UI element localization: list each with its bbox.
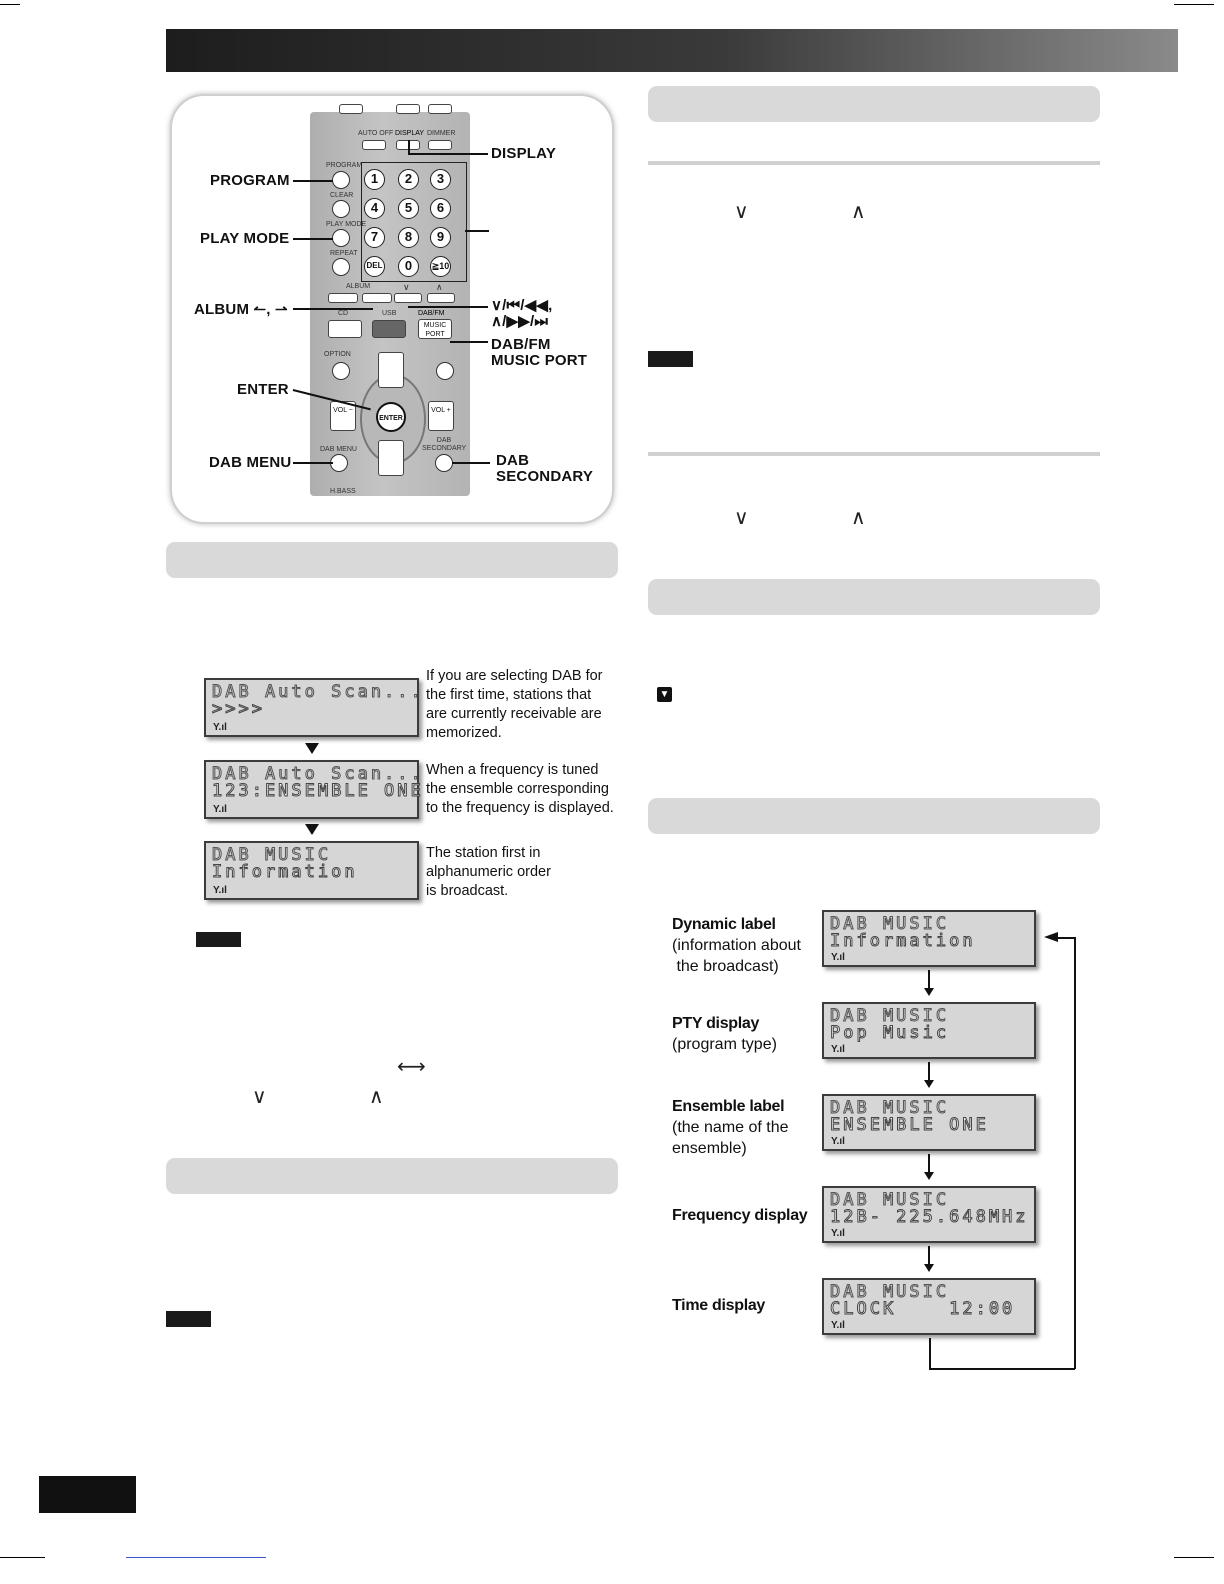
dabfm-callout-line2: MUSIC PORT bbox=[491, 352, 588, 369]
signal-icon: Y.ıl bbox=[831, 1044, 845, 1055]
up-chevron-icon: ∧ bbox=[851, 505, 866, 529]
dimmer-label: DIMMER bbox=[427, 130, 456, 137]
vol-minus-button[interactable]: VOL − bbox=[330, 401, 356, 431]
loop-arrow-icon bbox=[1044, 932, 1058, 942]
page-header-banner bbox=[166, 29, 1178, 72]
footer-link-line bbox=[126, 1557, 266, 1558]
del-button[interactable]: DEL bbox=[364, 256, 385, 277]
caption-line: are currently receivable are bbox=[426, 706, 602, 722]
dab-secondary-callout-line2: SECONDARY bbox=[496, 468, 594, 485]
usb-label: USB bbox=[382, 310, 397, 317]
lcd-display bbox=[822, 910, 1036, 967]
album-prev-button[interactable] bbox=[328, 293, 358, 303]
repeat-label: REPEAT bbox=[330, 250, 358, 257]
cycle-desc: (the name of the bbox=[672, 1119, 789, 1136]
up-chevron-icon: ∧ bbox=[369, 1084, 384, 1108]
caption-line: to the frequency is displayed. bbox=[426, 800, 614, 816]
number-button[interactable]: 2 bbox=[398, 169, 419, 190]
section-rule bbox=[648, 452, 1100, 456]
signal-icon: Y.ıl bbox=[831, 952, 845, 963]
number-button[interactable]: 0 bbox=[398, 256, 419, 277]
lcd-line1: DAB MUSIC bbox=[830, 1098, 950, 1118]
signal-icon: Y.ıl bbox=[213, 722, 227, 733]
cycle-title: Ensemble label bbox=[672, 1098, 785, 1115]
caption-line: The station first in bbox=[426, 845, 541, 861]
section-header-bar bbox=[648, 579, 1100, 615]
section-rule bbox=[648, 161, 1100, 165]
display-label: DISPLAY bbox=[395, 130, 425, 137]
down-mark: ∨ bbox=[403, 282, 410, 292]
skip-callout-line2: ∧/▶▶/⏭ bbox=[491, 313, 549, 330]
album-callout-text: ALBUM bbox=[194, 301, 250, 318]
loop-line bbox=[929, 1338, 931, 1369]
lcd-line1: DAB MUSIC bbox=[830, 1282, 950, 1302]
caption-line: the ensemble corresponding bbox=[426, 781, 609, 797]
page-number-block bbox=[39, 1476, 136, 1513]
lcd-display bbox=[822, 1094, 1036, 1151]
cd-label: CD bbox=[338, 310, 349, 317]
usb-button[interactable] bbox=[372, 320, 406, 338]
scan-caption-3 bbox=[426, 844, 551, 901]
lcd-line2: CLOCK 12:00 bbox=[830, 1299, 1016, 1319]
album-label: ALBUM bbox=[346, 283, 371, 290]
note-badge bbox=[648, 351, 693, 367]
cycle-desc: ensemble) bbox=[672, 1140, 747, 1157]
lcd-display bbox=[204, 760, 424, 819]
hbass-label: H.BASS bbox=[330, 488, 356, 495]
auto-off-label: AUTO OFF bbox=[358, 130, 394, 137]
play-mode-callout: PLAY MODE bbox=[200, 230, 290, 247]
enter-callout: ENTER bbox=[237, 381, 289, 398]
down-chevron-icon: ∨ bbox=[734, 199, 749, 223]
caption-line: If you are selecting DAB for bbox=[426, 668, 603, 684]
dab-menu-callout: DAB MENU bbox=[209, 454, 292, 471]
program-button[interactable] bbox=[332, 171, 350, 189]
lcd-display bbox=[822, 1278, 1036, 1335]
cycle-label-ensemble bbox=[672, 1096, 789, 1159]
lcd-display bbox=[204, 841, 419, 900]
number-button[interactable]: 4 bbox=[364, 198, 385, 219]
dab-menu-label: DAB MENU bbox=[320, 446, 357, 453]
flow-arrow bbox=[928, 1062, 930, 1086]
crop-mark bbox=[0, 4, 20, 5]
caption-line: is broadcast. bbox=[426, 883, 509, 899]
signal-icon: Y.ıl bbox=[831, 1320, 845, 1331]
caption-line: memorized. bbox=[426, 725, 502, 741]
album-callout: ALBUM ↼, ⇀ bbox=[194, 301, 288, 318]
leader-line bbox=[408, 153, 488, 155]
number-button[interactable]: 5 bbox=[398, 198, 419, 219]
scan-caption-1 bbox=[426, 667, 603, 743]
dpad-down-button[interactable] bbox=[378, 440, 404, 476]
cycle-label-pty bbox=[672, 1013, 777, 1055]
dimmer-button[interactable] bbox=[428, 140, 452, 150]
dab-secondary-label: DAB SECONDARY bbox=[422, 437, 467, 452]
option-label: OPTION bbox=[324, 351, 351, 358]
clear-label: CLEAR bbox=[330, 192, 354, 199]
cycle-desc: (information about bbox=[672, 937, 801, 954]
number-button[interactable]: 9 bbox=[430, 227, 451, 248]
cycle-title: Frequency display bbox=[672, 1207, 808, 1224]
ge10-button[interactable]: ≧10 bbox=[430, 256, 451, 277]
signal-icon: Y.ıl bbox=[831, 1228, 845, 1239]
leader-line bbox=[293, 238, 333, 240]
vol-plus-button[interactable]: VOL + bbox=[428, 401, 454, 431]
down-arrow-icon bbox=[305, 743, 319, 754]
lcd-line1: DAB MUSIC bbox=[830, 914, 950, 934]
lcd-line2: 123:ENSEMBLE ONE bbox=[212, 781, 424, 801]
down-box-icon: ▼ bbox=[657, 687, 672, 702]
option-play-button[interactable] bbox=[332, 362, 350, 380]
cycle-label-dynamic bbox=[672, 914, 801, 977]
leader-line bbox=[408, 306, 488, 308]
flow-arrow bbox=[928, 1246, 930, 1270]
lcd-line2: Information bbox=[212, 862, 358, 882]
remote-control bbox=[310, 112, 470, 496]
caption-line: the first time, stations that bbox=[426, 687, 592, 703]
up-mark: ∧ bbox=[436, 282, 443, 292]
clear-button[interactable] bbox=[332, 200, 350, 218]
lcd-line2: >>>> bbox=[212, 699, 265, 719]
leader-line bbox=[465, 230, 489, 232]
scan-caption-2 bbox=[426, 761, 614, 818]
number-button[interactable]: 7 bbox=[364, 227, 385, 248]
dpad-up-button[interactable] bbox=[378, 352, 404, 388]
display-callout: DISPLAY bbox=[491, 145, 557, 162]
remote-top-button[interactable] bbox=[339, 104, 363, 114]
leader-line bbox=[293, 180, 333, 182]
signal-icon: Y.ıl bbox=[213, 885, 227, 896]
skip-callout-line1: ∨/⏮/◀◀, bbox=[491, 297, 553, 314]
section-header-bar bbox=[648, 798, 1100, 834]
lcd-line2: 12B- 225.648MHz bbox=[830, 1207, 1029, 1227]
album-next-button[interactable] bbox=[362, 293, 392, 303]
lcd-line1: DAB Auto Scan... bbox=[212, 682, 424, 702]
dabfm-callout bbox=[491, 337, 587, 369]
lcd-display bbox=[822, 1002, 1036, 1059]
dabfm-label: DAB/FM bbox=[418, 310, 445, 317]
program-label: PROGRAM bbox=[326, 162, 363, 169]
play-mode-button[interactable] bbox=[332, 229, 350, 247]
lcd-line2: Pop Music bbox=[830, 1023, 950, 1043]
cycle-label-frequency bbox=[672, 1205, 807, 1226]
crop-mark bbox=[1174, 4, 1214, 5]
cycle-desc: (program type) bbox=[672, 1036, 777, 1053]
leader-line bbox=[293, 308, 373, 310]
number-button[interactable]: 1 bbox=[364, 169, 385, 190]
note-badge bbox=[166, 1311, 211, 1327]
note-badge bbox=[196, 932, 241, 947]
down-arrow-icon bbox=[305, 824, 319, 835]
lcd-display bbox=[204, 678, 424, 737]
signal-icon: Y.ıl bbox=[831, 1136, 845, 1147]
crop-mark bbox=[0, 1557, 45, 1558]
down-chevron-icon: ∨ bbox=[734, 505, 749, 529]
lcd-display bbox=[822, 1186, 1036, 1243]
number-button[interactable]: 8 bbox=[398, 227, 419, 248]
music-port-button[interactable]: MUSIC PORT bbox=[418, 319, 452, 339]
caption-line: alphanumeric order bbox=[426, 864, 551, 880]
lcd-line1: DAB MUSIC bbox=[212, 845, 332, 865]
lcd-line1: DAB MUSIC bbox=[830, 1190, 950, 1210]
cycle-title: PTY display bbox=[672, 1015, 760, 1032]
dab-secondary-callout-line1: DAB bbox=[496, 452, 530, 469]
remote-top-button[interactable] bbox=[428, 104, 452, 114]
skip-forward-button[interactable] bbox=[427, 293, 455, 303]
skip-callout bbox=[491, 298, 552, 330]
number-button[interactable]: 6 bbox=[430, 198, 451, 219]
dabfm-callout-line1: DAB/FM bbox=[491, 336, 551, 353]
section-header-bar bbox=[166, 542, 618, 578]
lcd-line2: Information bbox=[830, 931, 976, 951]
caption-line: When a frequency is tuned bbox=[426, 762, 599, 778]
cycle-label-time bbox=[672, 1295, 765, 1316]
dab-secondary-button[interactable] bbox=[435, 454, 453, 472]
remote-top-button[interactable] bbox=[396, 104, 420, 114]
leader-line bbox=[452, 462, 490, 464]
program-callout: PROGRAM bbox=[210, 172, 290, 189]
dab-secondary-callout bbox=[496, 453, 593, 485]
enter-button[interactable]: ENTER bbox=[376, 402, 406, 432]
up-chevron-icon: ∧ bbox=[851, 199, 866, 223]
loop-line bbox=[929, 1368, 1075, 1370]
leader-line bbox=[293, 462, 333, 464]
cycle-desc: the broadcast) bbox=[672, 958, 779, 975]
crop-mark bbox=[1174, 1557, 1214, 1558]
skip-back-button[interactable] bbox=[394, 293, 422, 303]
leader-line bbox=[408, 140, 410, 154]
lcd-line2: ENSEMBLE ONE bbox=[830, 1115, 989, 1135]
loop-line bbox=[1058, 937, 1075, 939]
section-header-bar bbox=[166, 1158, 618, 1194]
section-header-bar bbox=[648, 86, 1100, 122]
lcd-line1: DAB Auto Scan... bbox=[212, 764, 424, 784]
auto-off-button[interactable] bbox=[362, 140, 386, 150]
leader-line bbox=[450, 341, 488, 343]
signal-icon: Y.ıl bbox=[213, 804, 227, 815]
number-button[interactable]: 3 bbox=[430, 169, 451, 190]
loop-line bbox=[1074, 937, 1076, 1369]
play-mode-label: PLAY MODE bbox=[326, 221, 367, 228]
stop-button[interactable] bbox=[436, 362, 454, 380]
flow-arrow bbox=[928, 1154, 930, 1178]
cycle-title: Time display bbox=[672, 1297, 766, 1314]
both-arrow-icon: ⟷ bbox=[397, 1054, 426, 1078]
flow-arrow bbox=[928, 970, 930, 994]
repeat-button[interactable] bbox=[332, 258, 350, 276]
down-chevron-icon: ∨ bbox=[252, 1084, 267, 1108]
cycle-title: Dynamic label bbox=[672, 916, 776, 933]
cd-button[interactable] bbox=[328, 320, 362, 338]
lcd-line1: DAB MUSIC bbox=[830, 1006, 950, 1026]
